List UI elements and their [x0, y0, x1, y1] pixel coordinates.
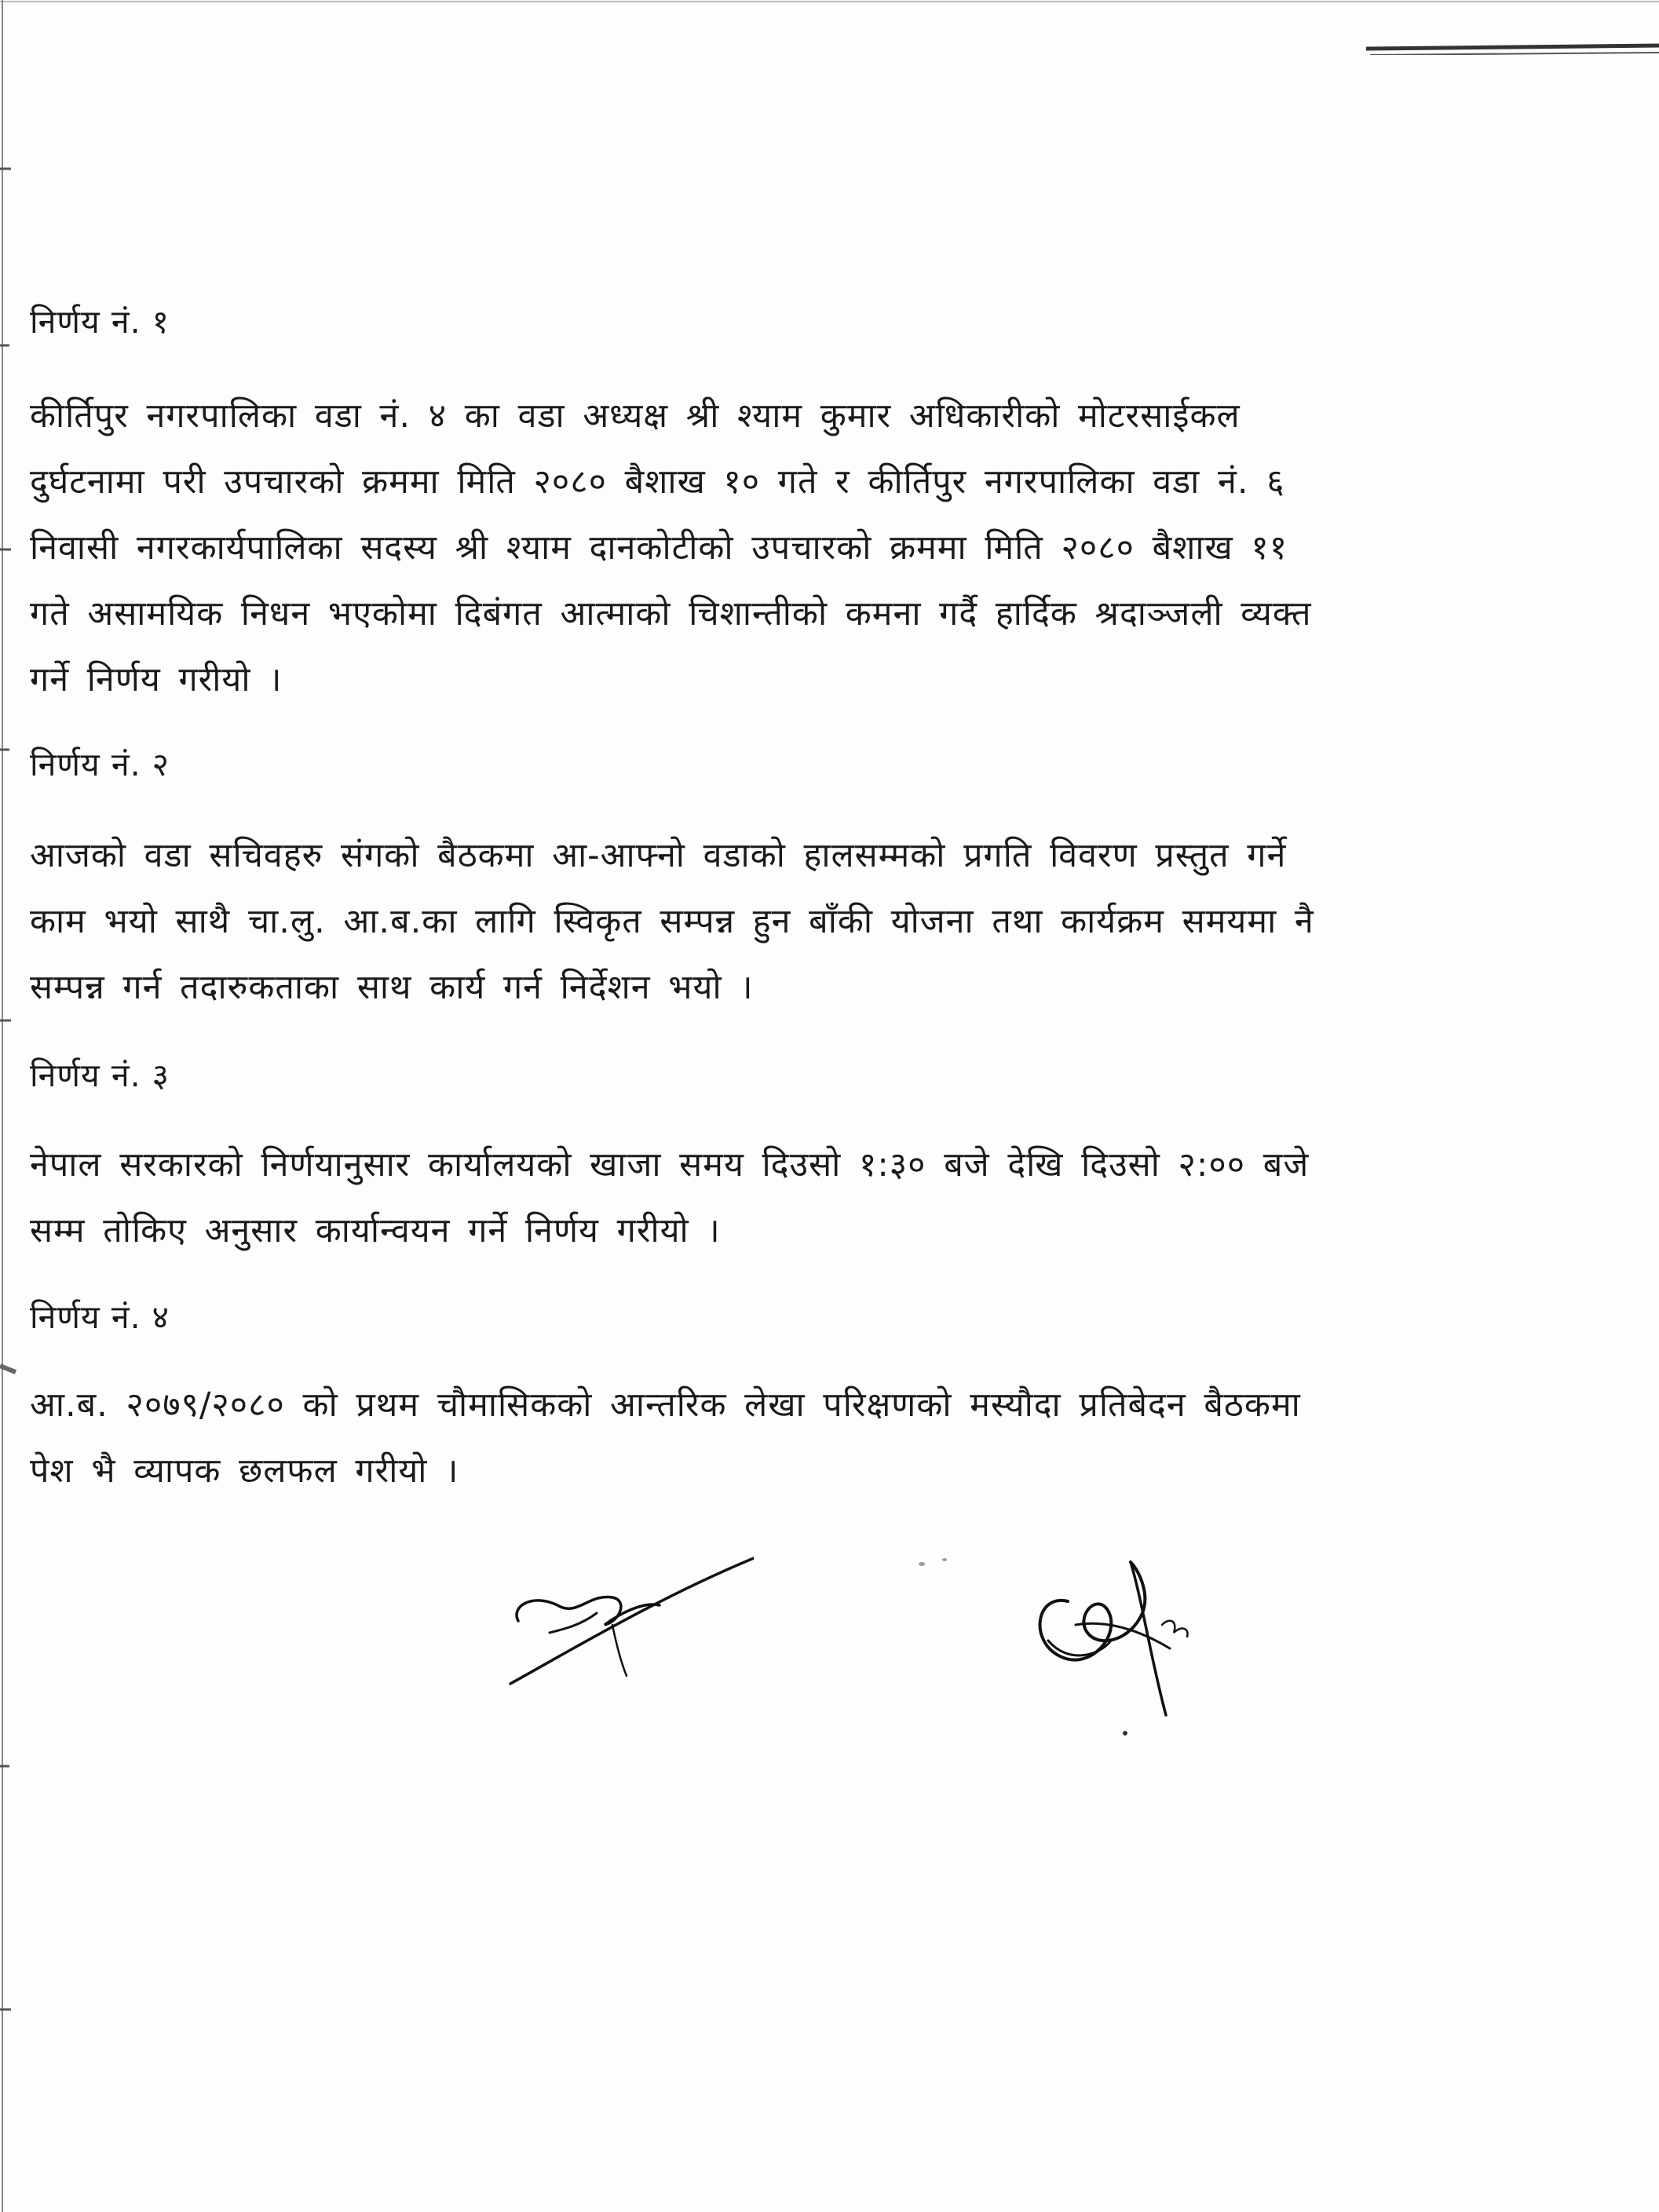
scan-left-edge — [0, 0, 20, 2212]
decision-document — [30, 283, 1580, 1504]
scan-top-edge — [0, 0, 1659, 55]
decision-heading: निर्णय नं. ४ — [30, 1298, 170, 1336]
signature-right-icon — [1013, 1539, 1248, 1727]
decision-text-line: दुर्घटनामा परी उपचारको क्रममा मिति २०८० बैशाख १० गते र कीर्तिपुर नगरपालिका वडा नं. ६ — [30, 462, 1285, 502]
decision-4 — [30, 1294, 1580, 1504]
scan-speck — [919, 1562, 925, 1566]
scan-speck — [1123, 1731, 1127, 1736]
decision-2 — [30, 741, 1580, 1020]
decision-heading: निर्णय नं. २ — [30, 746, 170, 783]
decision-text-line: निवासी नगरकार्यपालिका सदस्य श्री श्याम दानकोटीको उपचारको क्रममा मिति २०८० बैशाख ११ — [30, 528, 1288, 568]
decision-3 — [30, 1052, 1580, 1264]
decision-text-line: गते असामयिक निधन भएकोमा दिबंगत आत्माको चिशान्तीको कमना गर्दै हार्दिक श्रदाञ्जली व्यक्त — [30, 594, 1312, 633]
decision-text-line: पेश भै व्यापक छलफल गरीयो । — [30, 1451, 459, 1491]
decision-text-line: काम भयो साथै चा.लु. आ.ब.का लागि स्विकृत सम्पन्न हुन बाँकी योजना तथा कार्यक्रम समयमा नै — [30, 902, 1314, 941]
decision-text-line: सम्पन्न गर्न तदारुकताका साथ कार्य गर्न निर्देशन भयो । — [30, 968, 754, 1007]
decision-1 — [30, 298, 1580, 713]
decision-text-line: आ.ब. २०७९/२०८० को प्रथम चौमासिकको आन्तरिक लेखा परिक्षणको मस्यौदा प्रतिबेदन बैठकमा — [30, 1385, 1301, 1425]
decision-text-line: गर्ने निर्णय गरीयो । — [30, 660, 283, 699]
signature-block — [502, 1539, 1248, 1727]
decision-text-line: कीर्तिपुर नगरपालिका वडा नं. ४ का वडा अध्यक्ष श्री श्याम कुमार अधिकारीको मोटरसाईकल — [30, 396, 1241, 436]
scan-speck — [942, 1558, 947, 1561]
decision-heading: निर्णय नं. ३ — [30, 1057, 170, 1094]
decision-text-line: नेपाल सरकारको निर्णयानुसार कार्यालयको खाजा समय दिउसो १:३० बजे देखि दिउसो २:०० बजे — [30, 1145, 1310, 1184]
signature-left-icon — [502, 1550, 754, 1707]
decision-text-line: सम्म तोकिए अनुसार कार्यान्वयन गर्ने निर्णय गरीयो । — [30, 1211, 721, 1250]
decision-text-line: आजको वडा सचिवहरु संगको बैठकमा आ-आफ्नो वडाको हालसम्मको प्रगति विवरण प्रस्तुत गर्ने — [30, 836, 1287, 875]
decision-heading: निर्णय नं. १ — [30, 303, 170, 341]
